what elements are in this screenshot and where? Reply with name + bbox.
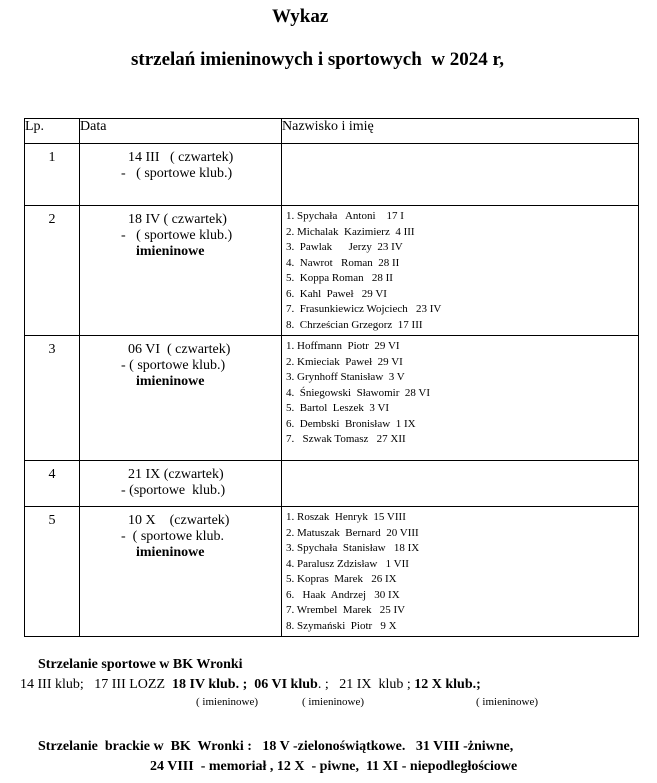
sport-dates-bold: 12 X klub.;	[414, 677, 481, 692]
row-names	[282, 336, 639, 461]
date-line: 18 IV ( czwartek)	[128, 212, 227, 227]
date-line: 14 III ( czwartek)	[128, 150, 234, 165]
list-item: 1. Spychała Antoni 17 I	[286, 210, 404, 222]
list-item: 6. Haak Andrzej 30 IX	[286, 588, 400, 601]
list-item: 3. Spychała Stanisław 18 IX	[286, 542, 420, 554]
row-date	[80, 144, 282, 206]
imieninowe-note: ( imieninowe)	[476, 696, 539, 708]
brackie-shooting-line-1: Strzelanie brackie w BK Wronki : 18 V -zielonoświątkowe. 31 VIII -żniwne,	[38, 739, 514, 754]
list-item: 4. Paralusz Zdzisław 1 VII	[286, 557, 409, 570]
table-row	[25, 336, 639, 461]
date-imieninowe: imieninowe	[136, 374, 205, 389]
sport-shooting-heading: Strzelanie sportowe w BK Wronki	[38, 657, 243, 672]
list-item: 3. Pawlak Jerzy 23 IV	[286, 241, 403, 253]
list-item: 5. Koppa Roman 28 II	[286, 272, 393, 284]
row-names	[282, 206, 639, 336]
list-item: 4. Śniegowski Sławomir 28 VI	[286, 386, 431, 399]
row-names	[282, 144, 639, 206]
row-number: 4	[25, 461, 80, 507]
list-item: 2. Michalak Kazimierz 4 III	[286, 225, 415, 238]
row-names	[282, 461, 639, 507]
sport-dates-bold: 18 IV klub. ;	[172, 677, 248, 692]
date-type-line: - ( sportowe klub.	[121, 529, 225, 544]
table-row	[25, 206, 639, 336]
date-imieninowe: imieninowe	[136, 244, 205, 259]
sport-dates-bold: 06 VI klub	[254, 677, 318, 692]
date-line: 21 IX (czwartek)	[128, 467, 224, 482]
date-type-line: - ( sportowe klub.)	[121, 358, 226, 373]
row-date	[80, 461, 282, 507]
list-item: 7. Szwak Tomasz 27 XII	[286, 433, 406, 445]
table-row	[25, 144, 639, 206]
sport-dates-part: . ; 21 IX klub ;	[317, 677, 415, 692]
date-type-line: - (sportowe klub.)	[121, 483, 226, 498]
imieninowe-note: ( imieninowe)	[196, 696, 259, 708]
list-item: 7. Frasunkiewicz Wojciech 23 IV	[286, 303, 442, 315]
row-number: 2	[25, 206, 80, 336]
row-number: 1	[25, 144, 80, 206]
list-item: 4. Nawrot Roman 28 II	[286, 256, 400, 269]
title-line-1: Wykaz	[272, 6, 329, 27]
date-line: 06 VI ( czwartek)	[128, 342, 231, 357]
imieninowe-note: ( imieninowe)	[302, 696, 365, 708]
date-imieninowe: imieninowe	[136, 545, 205, 560]
date-type-line: - ( sportowe klub.)	[121, 166, 233, 181]
sport-shooting-dates	[20, 677, 481, 693]
header-lp: Lp.	[25, 119, 80, 144]
list-item: 5. Kopras Marek 26 IX	[286, 573, 397, 585]
table-row	[25, 507, 639, 637]
list-item: 2. Matuszak Bernard 20 VIII	[286, 526, 419, 539]
row-number: 5	[25, 507, 80, 637]
list-item: 7. Wrembel Marek 25 IV	[286, 604, 406, 616]
list-item: 8. Szymański Piotr 9 X	[286, 619, 397, 632]
list-item: 5. Bartol Leszek 3 VI	[286, 402, 390, 414]
header-name: Nazwisko i imię	[282, 119, 639, 144]
list-item: 6. Dembski Bronisław 1 IX	[286, 417, 416, 430]
sport-dates-part: 14 III klub; 17 III LOZZ	[20, 677, 173, 692]
row-date	[80, 206, 282, 336]
list-item: 1. Roszak Henryk 15 VIII	[286, 511, 406, 523]
row-number: 3	[25, 336, 80, 461]
list-item: 6. Kahl Paweł 29 VI	[286, 287, 387, 300]
row-date	[80, 336, 282, 461]
brackie-shooting-line-2: 24 VIII - memoriał , 12 X - piwne, 11 XI - niepodległościowe	[150, 759, 518, 774]
list-item: 8. Chrześcian Grzegorz 17 III	[286, 318, 423, 331]
header-date: Data	[80, 119, 282, 144]
row-names	[282, 507, 639, 637]
list-item: 3. Grynhoff Stanisław 3 V	[286, 371, 405, 383]
schedule-table	[24, 118, 639, 637]
list-item: 1. Hoffmann Piotr 29 VI	[286, 340, 400, 352]
table-header-row	[25, 119, 639, 144]
table-row	[25, 461, 639, 507]
title-line-2: strzelań imieninowych i sportowych w 2024 r,	[131, 49, 504, 70]
row-date	[80, 507, 282, 637]
date-line: 10 X (czwartek)	[128, 513, 230, 528]
date-type-line: - ( sportowe klub.)	[121, 228, 233, 243]
list-item: 2. Kmieciak Paweł 29 VI	[286, 355, 403, 368]
